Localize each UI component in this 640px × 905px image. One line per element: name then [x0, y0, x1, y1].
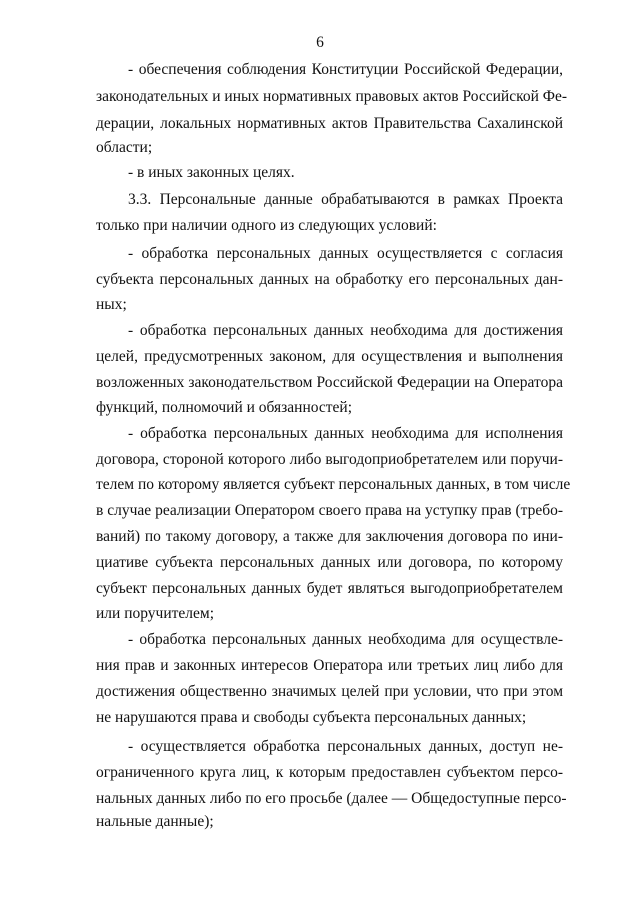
- text-line: циативе субъекта персональных данных или договора, по которому: [96, 554, 563, 571]
- text-line: возложенных законодательством Российской Федерации на Оператора: [96, 374, 563, 391]
- text-line: договора, стороной которого либо выгодоприобретателем или поручи-: [96, 451, 563, 468]
- text-line: целей, предусмотренных законом, для осуществления и выполнения: [96, 348, 563, 365]
- text-line: не нарушаются права и свободы субъекта персональных данных;: [96, 709, 527, 726]
- text-line: - обработка персональных данных осуществляется с согласия: [128, 245, 563, 262]
- text-line: нальных данных либо по его просьбе (далее — Общедоступные персо-: [96, 790, 567, 807]
- text-line: функций, полномочий и обязанностей;: [96, 399, 353, 416]
- text-line: 3.3. Персональные данные обрабатываются в рамках Проекта: [128, 191, 563, 208]
- text-line: ограниченного круга лиц, к которым предоставлен субъектом персо-: [96, 764, 563, 781]
- text-line: достижения общественно значимых целей при условии, что при этом: [96, 683, 563, 700]
- text-line: телем по которому является субъект персональных данных, в том числе: [96, 476, 571, 493]
- text-line: дерации, локальных нормативных актов Правительства Сахалинской: [96, 115, 563, 132]
- text-line: только при наличии одного из следующих условий:: [96, 217, 437, 234]
- page-number: 6: [316, 34, 324, 51]
- text-line: - осуществляется обработка персональных данных, доступ не-: [128, 738, 563, 755]
- text-line: нальные данные);: [96, 813, 214, 830]
- text-line: субъект персональных данных будет являться выгодоприобретателем: [96, 580, 563, 597]
- text-line: ваний) по такому договору, а также для заключения договора по ини-: [96, 528, 563, 545]
- text-line: области;: [96, 139, 153, 156]
- text-line: - в иных законных целях.: [128, 164, 295, 181]
- text-line: в случае реализации Оператором своего права на уступку прав (требо-: [96, 502, 563, 519]
- text-line: - обработка персональных данных необходима для исполнения: [128, 425, 563, 442]
- text-line: ных;: [96, 296, 127, 313]
- text-line: - обработка персональных данных необходима для осуществле-: [128, 631, 563, 648]
- text-line: - обеспечения соблюдения Конституции Российской Федерации,: [128, 61, 563, 78]
- text-line: - обработка персональных данных необходима для достижения: [128, 322, 563, 339]
- text-line: законодательных и иных нормативных правовых актов Российской Фе-: [96, 88, 568, 105]
- text-line: субъекта персональных данных на обработку его персональных дан-: [96, 271, 563, 288]
- text-line: ния прав и законных интересов Оператора или третьих лиц либо для: [96, 657, 563, 674]
- text-line: или поручителем;: [96, 605, 215, 622]
